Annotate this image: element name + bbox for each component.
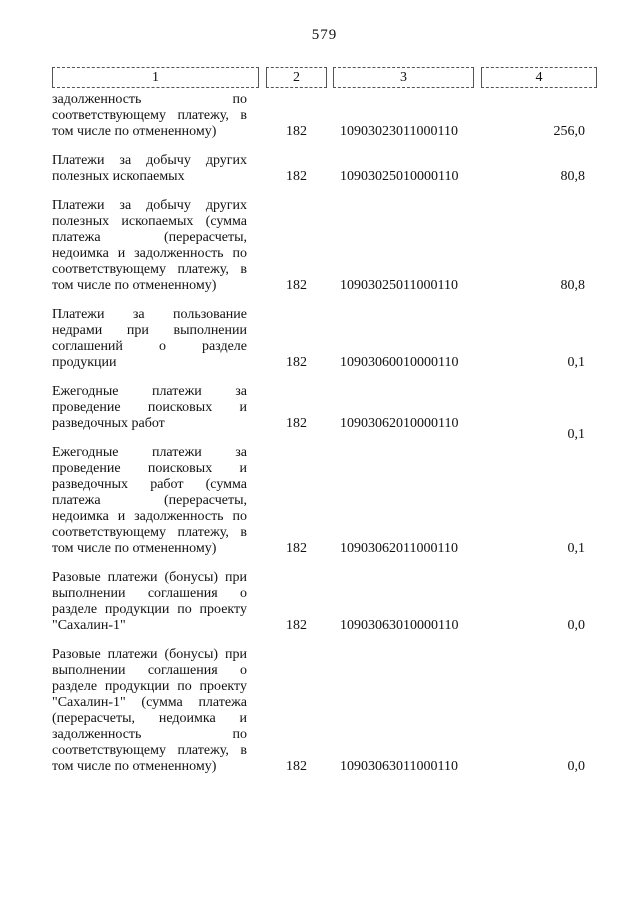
- amount-cell: 80,8: [560, 169, 585, 184]
- payment-name-cell: Платежи за добычу других полезных ископаемых: [52, 153, 247, 184]
- header-cell-1: 1: [52, 67, 259, 88]
- header-cell-2: 2: [266, 67, 327, 88]
- table-row: [52, 647, 597, 775]
- payment-name-cell: Ежегодные платежи за проведение поисковых и разведочных работ: [52, 384, 247, 431]
- admin-code-cell: 182: [286, 124, 307, 139]
- kbk-code-cell: 10903025011000110: [340, 278, 458, 293]
- budget-revenues-table: [52, 67, 597, 788]
- amount-cell: 0,0: [567, 618, 585, 633]
- payment-name-cell: Платежи за добычу других полезных ископаемых (сумма платежа (перерасчеты, недоимка и задолженность по соответствующему платежу, в том числе по отмененному): [52, 198, 247, 293]
- admin-code-cell: 182: [286, 278, 307, 293]
- kbk-code-cell: 10903060010000110: [340, 355, 459, 370]
- kbk-code-cell: 10903062010000110: [340, 416, 459, 431]
- payment-name-cell: Разовые платежи (бонусы) при выполнении соглашения о разделе продукции по проекту "Сахалин-1": [52, 570, 247, 633]
- amount-cell: 0,1: [567, 541, 585, 556]
- payment-name-cell: Платежи за пользование недрами при выполнении соглашений о разделе продукции: [52, 307, 247, 370]
- table-row: [52, 570, 597, 634]
- page-number: 579: [311, 27, 338, 43]
- admin-code-cell: 182: [286, 416, 307, 431]
- amount-cell: 256,0: [553, 124, 585, 139]
- table-header-row: [52, 67, 597, 88]
- table-row: [52, 445, 597, 557]
- table-row: [52, 92, 597, 140]
- header-cell-3: 3: [333, 67, 474, 88]
- admin-code-cell: 182: [286, 618, 307, 633]
- admin-code-cell: 182: [286, 541, 307, 556]
- admin-code-cell: 182: [286, 759, 307, 774]
- amount-cell: 0,1: [567, 355, 585, 370]
- header-cell-4: 4: [481, 67, 597, 88]
- kbk-code-cell: 10903025010000110: [340, 169, 459, 184]
- kbk-code-cell: 10903063011000110: [340, 759, 458, 774]
- table-row: [52, 153, 597, 185]
- table-row: [52, 384, 597, 442]
- amount-cell: 80,8: [560, 278, 585, 293]
- admin-code-cell: 182: [286, 355, 307, 370]
- kbk-code-cell: 10903063010000110: [340, 618, 459, 633]
- kbk-code-cell: 10903023011000110: [340, 124, 458, 139]
- amount-cell: 0,0: [567, 759, 585, 774]
- payment-name-cell: Ежегодные платежи за проведение поисковых и разведочных работ (сумма платежа (перерасчеты, недоимка и задолженность по соответствующему платежу, в том числе по отмененному): [52, 445, 247, 556]
- table-row: [52, 307, 597, 371]
- payment-name-cell: задолженность по соответствующему платежу, в том числе по отмененному): [52, 92, 247, 139]
- payment-name-cell: Разовые платежи (бонусы) при выполнении соглашения о разделе продукции по проекту "Сахалин-1" (сумма платежа (перерасчеты, недоимка и задолженность по соответствующему платежу, в том числе по отмененному): [52, 647, 247, 774]
- admin-code-cell: 182: [286, 169, 307, 184]
- kbk-code-cell: 10903062011000110: [340, 541, 458, 556]
- table-row: [52, 198, 597, 294]
- amount-cell: 0,1: [567, 427, 585, 442]
